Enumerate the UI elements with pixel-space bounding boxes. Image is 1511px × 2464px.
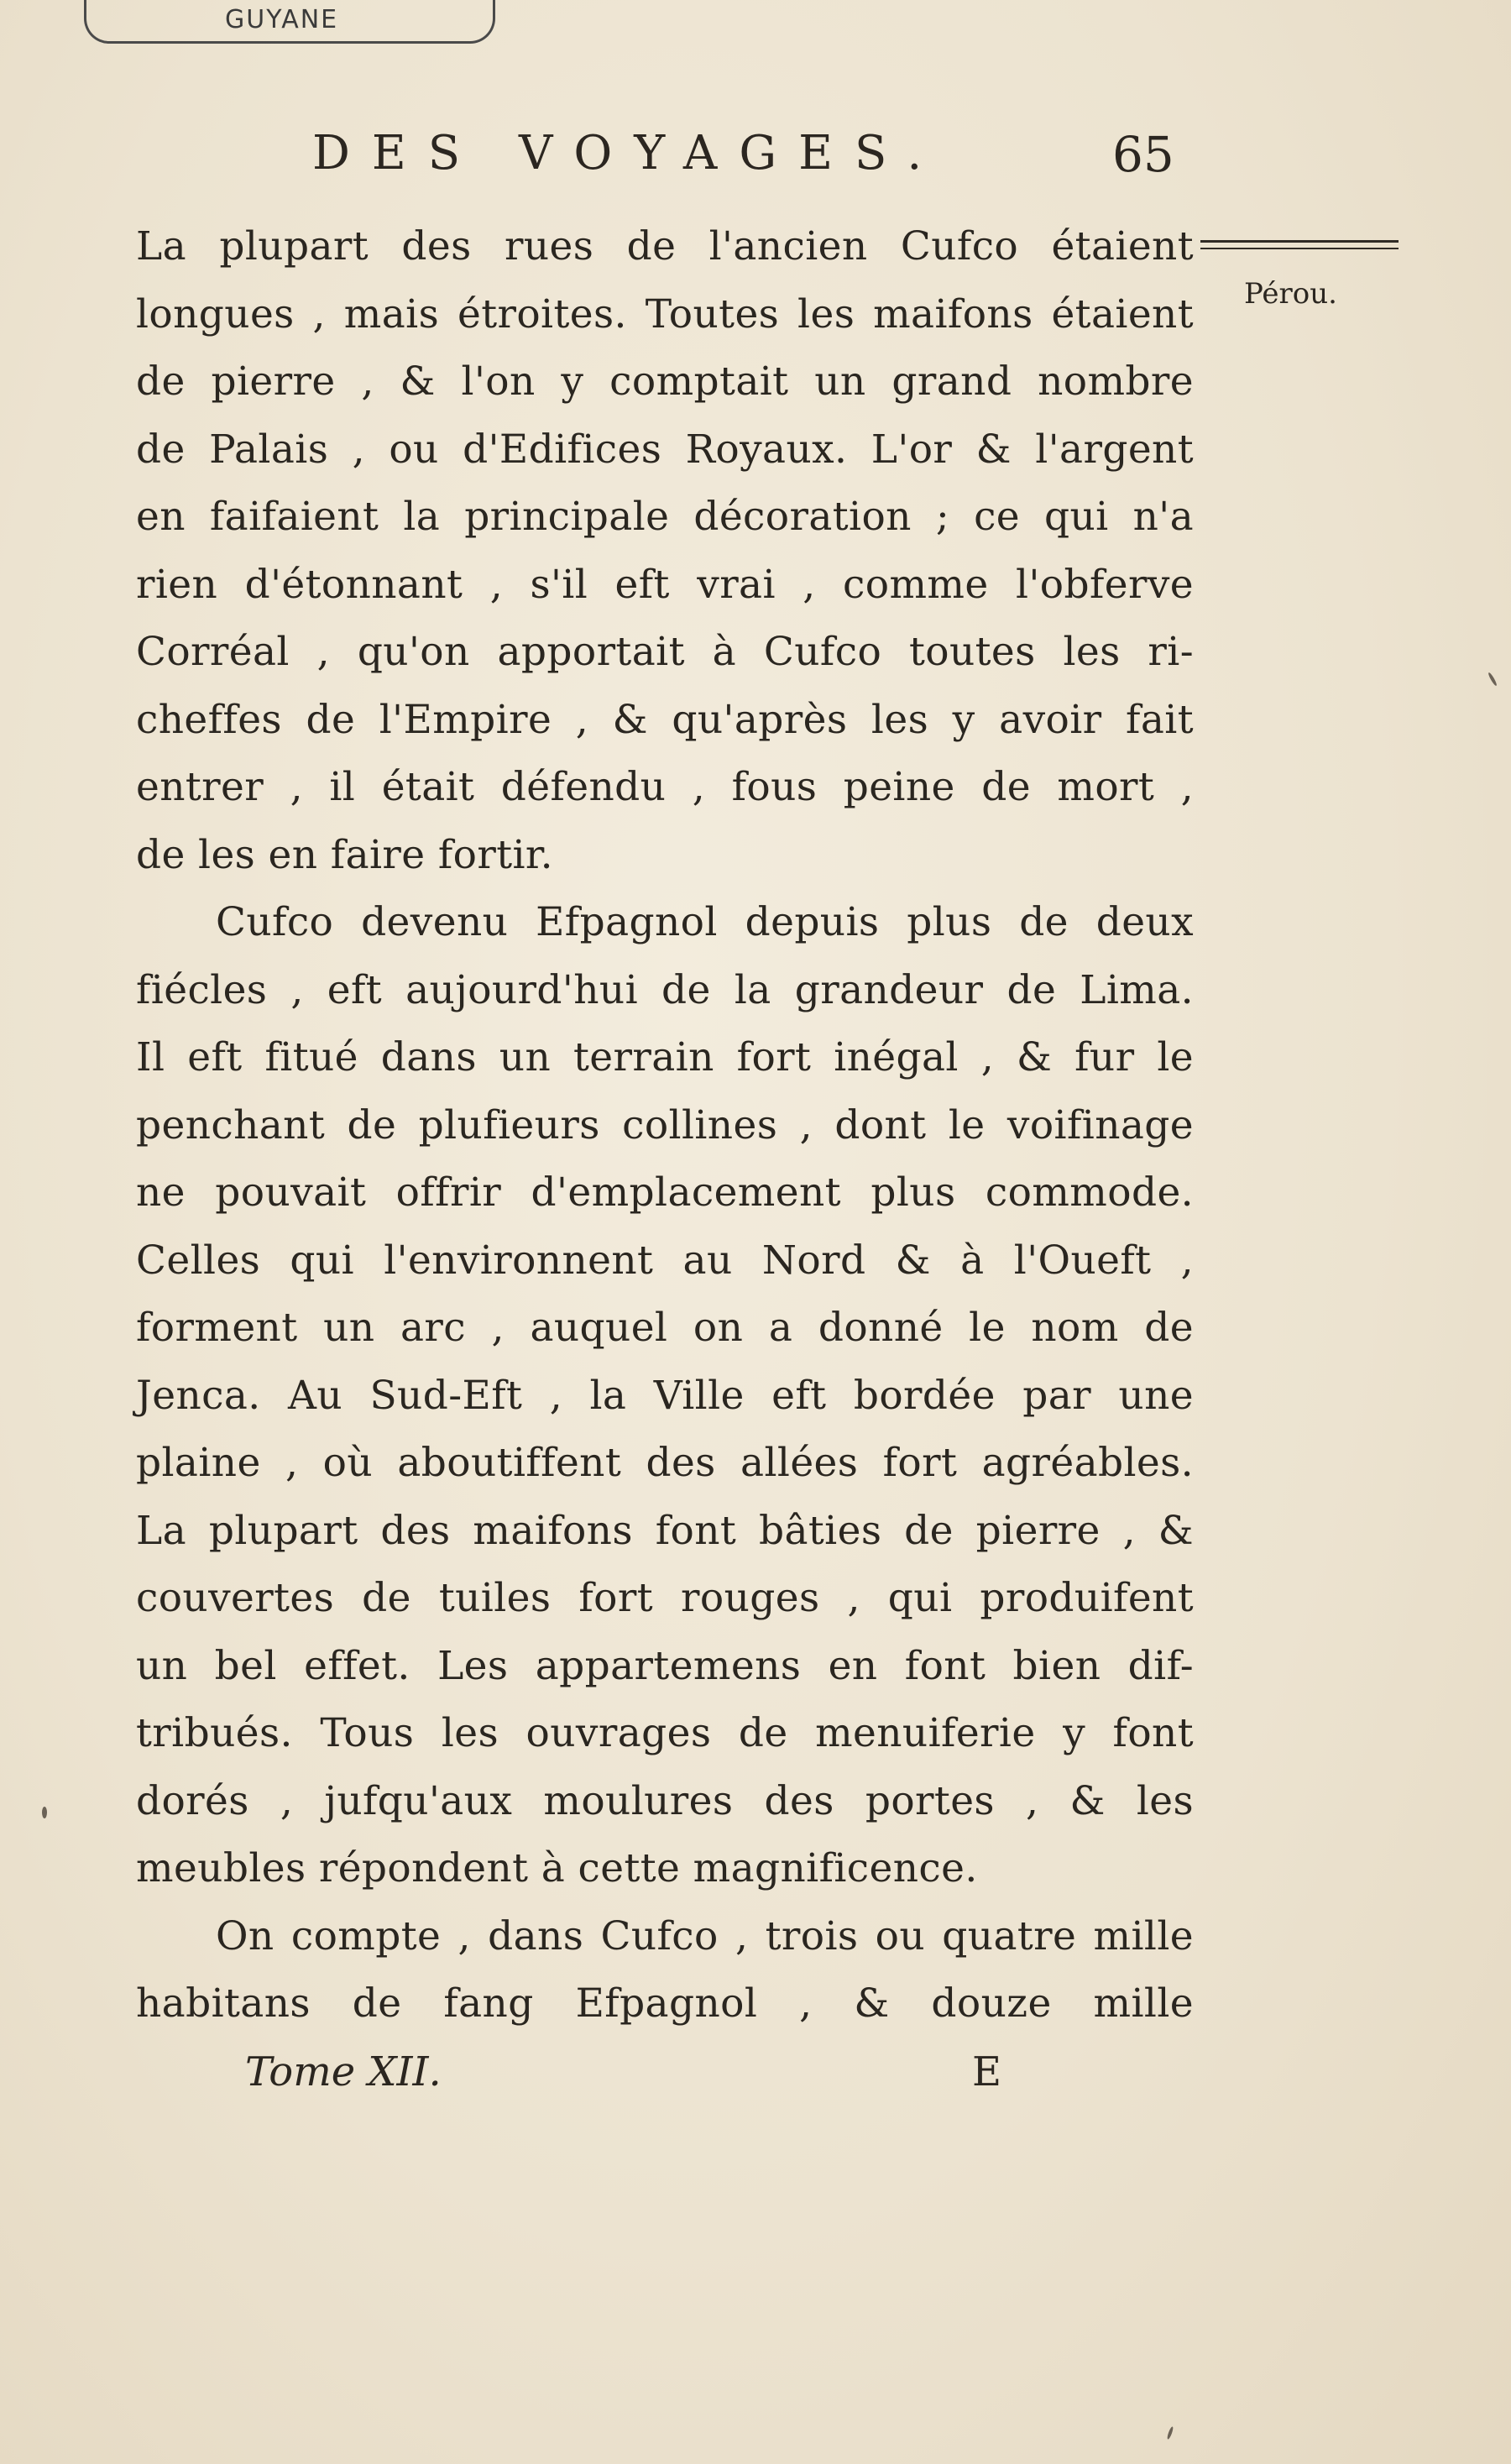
text-line: meubles répondent à cette magnificence.: [136, 1845, 978, 1891]
volume-line: Tome XII.: [245, 2048, 442, 2095]
text-line: Jenca. Au Sud-Eft , la Ville eft bordée par une: [136, 1372, 1194, 1419]
text-line: en faifaient la principale décoration ; ce qui n'a: [136, 494, 1194, 540]
text-line: La plupart des rues de l'ancien Cufco étaient: [136, 223, 1194, 269]
text-line: penchant de plufieurs collines , dont le voifinage: [136, 1101, 1194, 1148]
ink-speck: [1487, 672, 1498, 687]
margin-note: Pérou.: [1244, 277, 1337, 311]
text-line: Celles qui l'environnent au Nord & à l'Oueft ,: [136, 1237, 1194, 1284]
text-line: On compte , dans Cufco , trois ou quatre mille: [216, 1912, 1194, 1959]
signature-mark: E: [972, 2048, 1002, 2095]
text-line: habitans de fang Efpagnol , & douze mille: [136, 1980, 1194, 2027]
text-line: cheffes de l'Empire , & qu'après les y avoir fait: [136, 696, 1194, 743]
ink-speck: [1166, 2426, 1174, 2440]
text-line: de les en faire fortir.: [136, 831, 553, 878]
page-number: 65: [1112, 126, 1174, 183]
ink-speck: [42, 1807, 47, 1818]
text-line: ne pouvait offrir d'emplacement plus commode.: [136, 1169, 1194, 1216]
text-line: dorés , jufqu'aux moulures des portes , & les: [136, 1777, 1194, 1824]
text-line: Il eft fitué dans un terrain fort inégal , & fur le: [136, 1034, 1194, 1080]
text-line: plaine , où aboutiffent des allées fort agréables.: [136, 1440, 1194, 1486]
text-line: fiécles , eft aujourd'hui de la grandeur de Lima.: [136, 966, 1194, 1013]
text-line: de Palais , ou d'Edifices Royaux. L'or & l'argent: [136, 426, 1194, 473]
text-line: couvertes de tuiles fort rouges , qui produifent: [136, 1575, 1194, 1621]
text-line: Corréal , qu'on apportait à Cufco toutes les ri-: [136, 629, 1194, 675]
text-line: un bel effet. Les appartemens en font bien dif-: [136, 1642, 1194, 1689]
margin-rule: [1200, 240, 1399, 249]
text-line: La plupart des maifons font bâties de pierre , &: [136, 1507, 1194, 1554]
running-title: DES VOYAGES.: [312, 126, 944, 180]
text-line: entrer , il était défendu , fous peine de mort ,: [136, 764, 1194, 810]
text-line: longues , mais étroites. Toutes les maifons étaient: [136, 290, 1194, 337]
text-line: rien d'étonnant , s'il eft vrai , comme l'obferve: [136, 561, 1194, 608]
text-line: de pierre , & l'on y comptait un grand nombre: [136, 358, 1194, 405]
body-text: [136, 213, 1194, 2038]
text-line: tribués. Tous les ouvrages de menuiferie y font: [136, 1710, 1194, 1756]
text-line: forment un arc , auquel on a donné le nom de: [136, 1305, 1194, 1351]
text-line: Cufco devenu Efpagnol depuis plus de deux: [216, 899, 1194, 945]
stamp-label: GUYANE: [225, 5, 339, 34]
